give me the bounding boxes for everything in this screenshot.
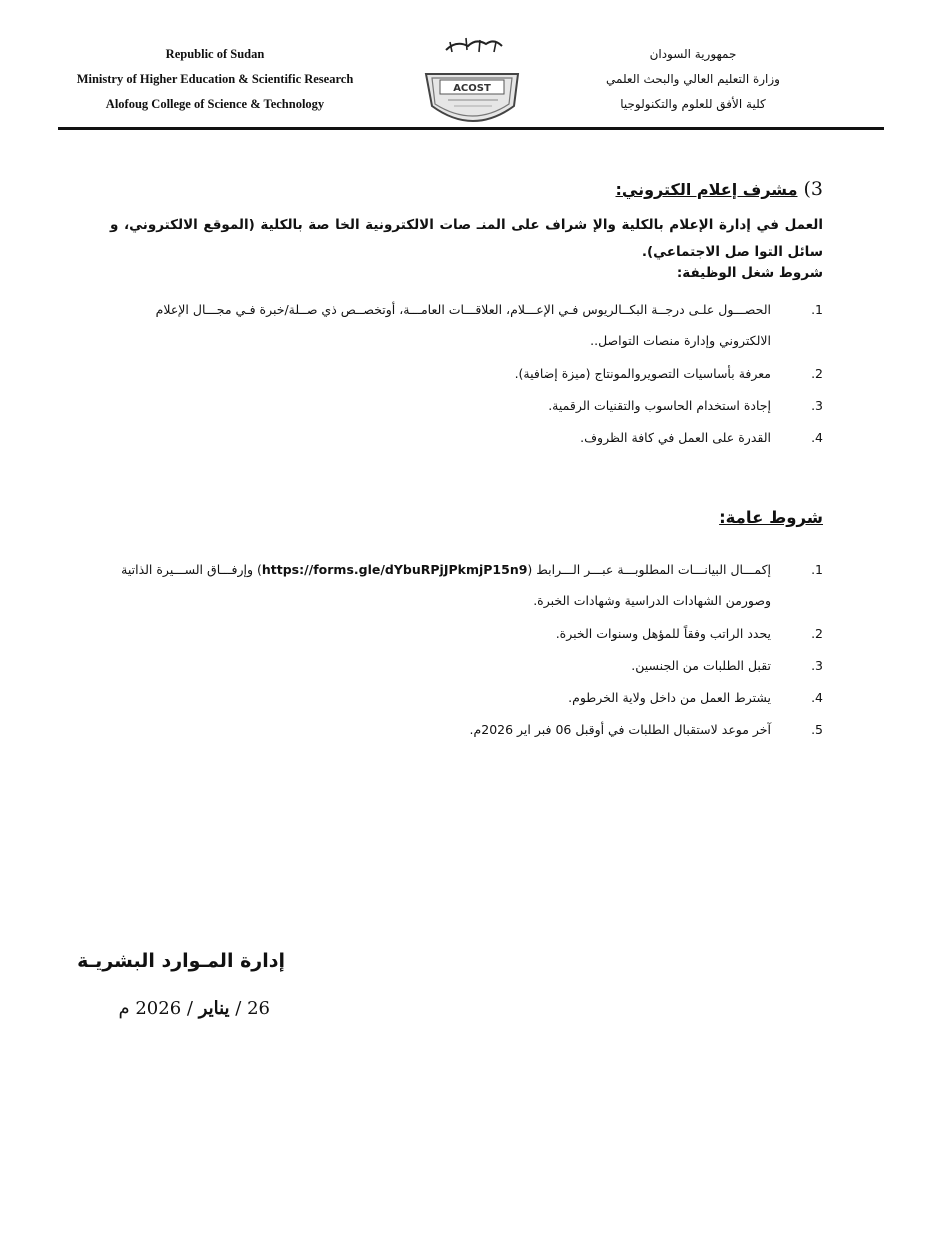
general-title: شروط عامة: — [719, 508, 823, 527]
header-ar-college: كلية الأفق للعلوم والتكنولوجيا — [620, 97, 766, 111]
condition-text: إجادة استخدام الحاسوب والتقنيات الرقمية. — [548, 398, 771, 413]
header-en-college: Alofoug College of Science & Technology — [105, 97, 325, 111]
date-day: 26 / — [235, 998, 270, 1019]
general-item — [110, 618, 823, 649]
header-en-ministry: Ministry of Higher Education & Scientific Research — [76, 72, 354, 86]
general-text: يشترط العمل من داخل ولاية الخرطوم. — [568, 690, 771, 705]
college-logo — [418, 36, 528, 132]
condition-text: الحصـــول علـى درجــة البكــالريوس فـي الإعـــلام، العلاقـــات العامـــة، أوتخصــص ذي صــلة/خبرة فـي مجـــال الإعلام الالكتروني وإدارة منصات التواصل.. — [155, 302, 771, 348]
general-text: تقبل الطلبات من الجنسين. — [631, 658, 771, 673]
job-title-line — [616, 178, 824, 200]
general-number: 1. — [811, 562, 823, 577]
job-title: مشرف إعلام الكتروني: — [615, 180, 798, 199]
header-english — [60, 42, 370, 117]
header-arabic — [563, 42, 823, 117]
general-number: 4. — [811, 690, 823, 705]
condition-item — [110, 390, 823, 421]
general-text — [110, 554, 771, 616]
condition-text: معرفة بأساسيات التصويروالمونتاج (ميزة إضافية). — [514, 366, 771, 381]
general-item — [110, 714, 823, 745]
job-description: العمل في إدارة الإعلام بالكلية والإ شراف على المنـ صات الالكترونية الخا صة بالكلية (الموقع الالكتروني، و سائل التوا صل الاجتماعي). — [110, 217, 823, 260]
header-ar-ministry: وزارة التعليم العالي والبحث العلمي — [606, 72, 780, 86]
condition-number: 2. — [811, 366, 823, 381]
condition-number: 1. — [811, 302, 823, 317]
general-text: يحدد الراتب وفقاً للمؤهل وسنوات الخبرة. — [555, 626, 771, 641]
hr-department: إدارة المـوارد البشريـة — [77, 950, 285, 972]
date-month: يناير — [198, 998, 230, 1019]
condition-item — [110, 358, 823, 389]
date-year: / 2026 م — [118, 998, 193, 1019]
conditions-title: شروط شغل الوظيفة: — [676, 265, 823, 281]
general-text-after: ) وإرفـــاق الســـيرة الذاتية وصورمن الشهادات الدراسية وشهادات الخبرة. — [121, 562, 771, 608]
general-text: آخر موعد لاستقبال الطلبات في أوقبل 06 فبر اير 2026م. — [469, 722, 771, 737]
condition-text: القدرة على العمل في كافة الظروف. — [580, 430, 771, 445]
header-en-country: Republic of Sudan — [165, 47, 265, 61]
condition-number: 4. — [811, 430, 823, 445]
general-item — [110, 554, 823, 616]
general-text-before: إكمـــال البيانـــات المطلوبـــة عبـــر الـــرابط ( — [527, 562, 771, 577]
condition-number: 3. — [811, 398, 823, 413]
header-divider — [58, 127, 884, 130]
header-ar-country: جمهورية السودان — [649, 47, 737, 61]
general-number: 5. — [811, 722, 823, 737]
issue-date — [118, 998, 270, 1019]
general-item — [110, 650, 823, 681]
job-number: 3) — [803, 178, 823, 200]
condition-item — [110, 294, 823, 356]
general-number: 2. — [811, 626, 823, 641]
condition-item — [110, 422, 823, 453]
application-form-link[interactable]: https://forms.gle/dYbuRPjJPkmjP15n9 — [261, 562, 528, 577]
general-number: 3. — [811, 658, 823, 673]
logo-text: ACOST — [453, 83, 491, 94]
general-item — [110, 682, 823, 713]
